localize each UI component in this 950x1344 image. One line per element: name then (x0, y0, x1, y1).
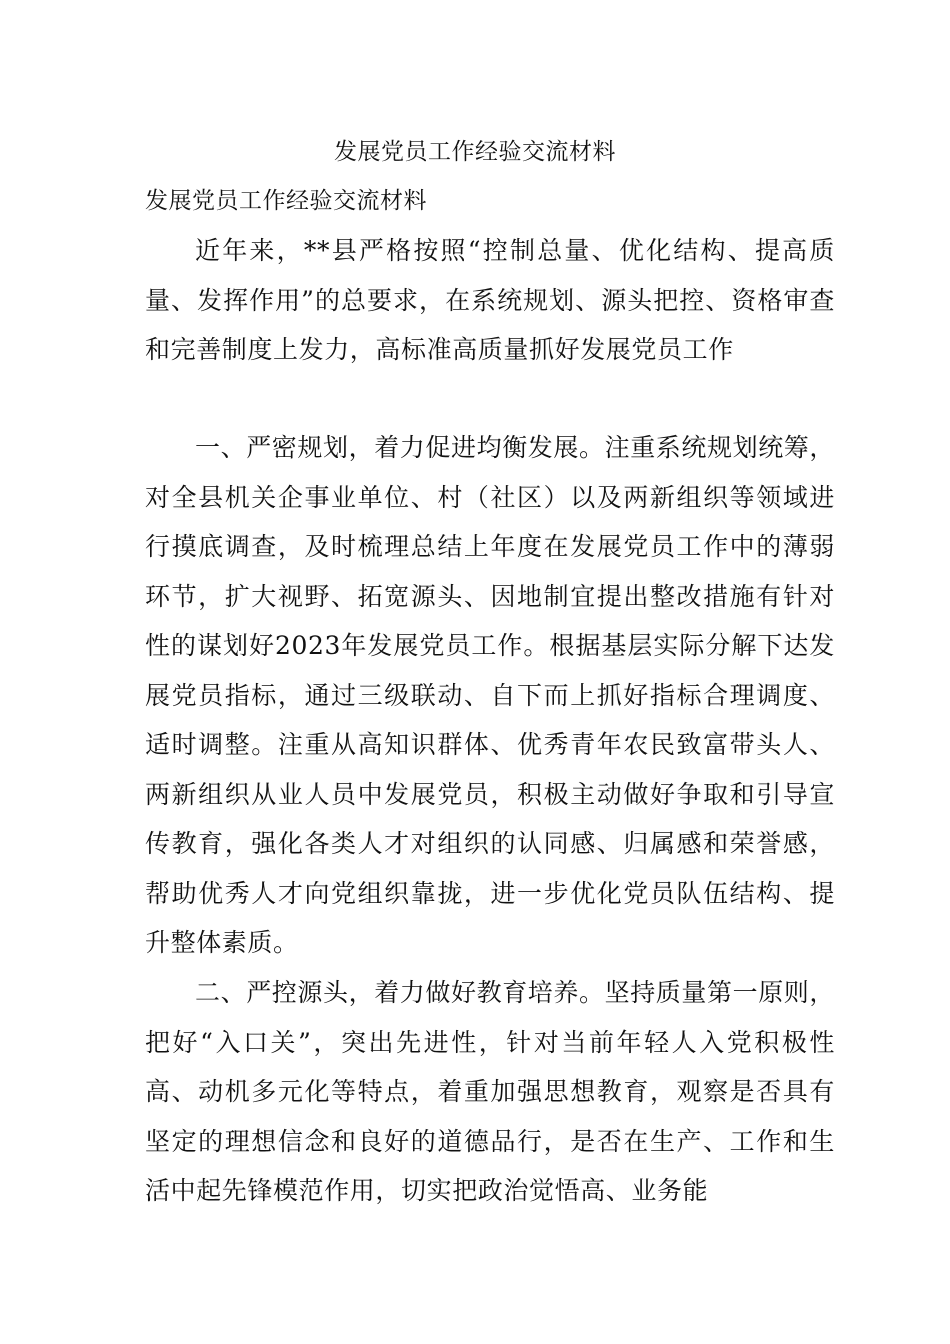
paragraph-intro: 近年来，**县严格按照“控制总量、优化结构、提高质量、发挥作用”的总要求，在系统规划、源头把控、资格审查和完善制度上发力，高标准高质量抓好发展党员工作 (145, 236, 835, 364)
paragraph-section-1: 一、严密规划，着力促进均衡发展。注重系统规划统筹，对全县机关企事业单位、村（社区）以及两新组织等领域进行摸底调查，及时梳理总结上年度在发展党员工作中的薄弱环节，扩大视野、拓宽源头、因地制宜提出整改措施有针对性的谋划好2023年发展党员工作。根据基层实际分解下达发展党员指标，通过三级联动、自下而上抓好指标合理调度、适时调整。注重从高知识群体、优秀青年农民致富带头人、两新组织从业人员中发展党员，积极主动做好争取和引导宣传教育，强化各类人才对组织的认同感、归属感和荣誉感，帮助优秀人才向党组织靠拢，进一步优化党员队伍结构、提升整体素质。 (145, 433, 836, 957)
paragraph-section-2: 二、严控源头，着力做好教育培养。坚持质量第一原则，把好“入口关”，突出先进性，针对当前年轻人入党积极性高、动机多元化等特点，着重加强思想教育，观察是否具有坚定的理想信念和良好的道德品行，是否在生产、工作和生活中起先锋模范作用，切实把政治觉悟高、业务能 (145, 978, 836, 1205)
document-title: 发展党员工作经验交流材料 (334, 139, 616, 165)
document-subtitle: 发展党员工作经验交流材料 (145, 188, 427, 214)
